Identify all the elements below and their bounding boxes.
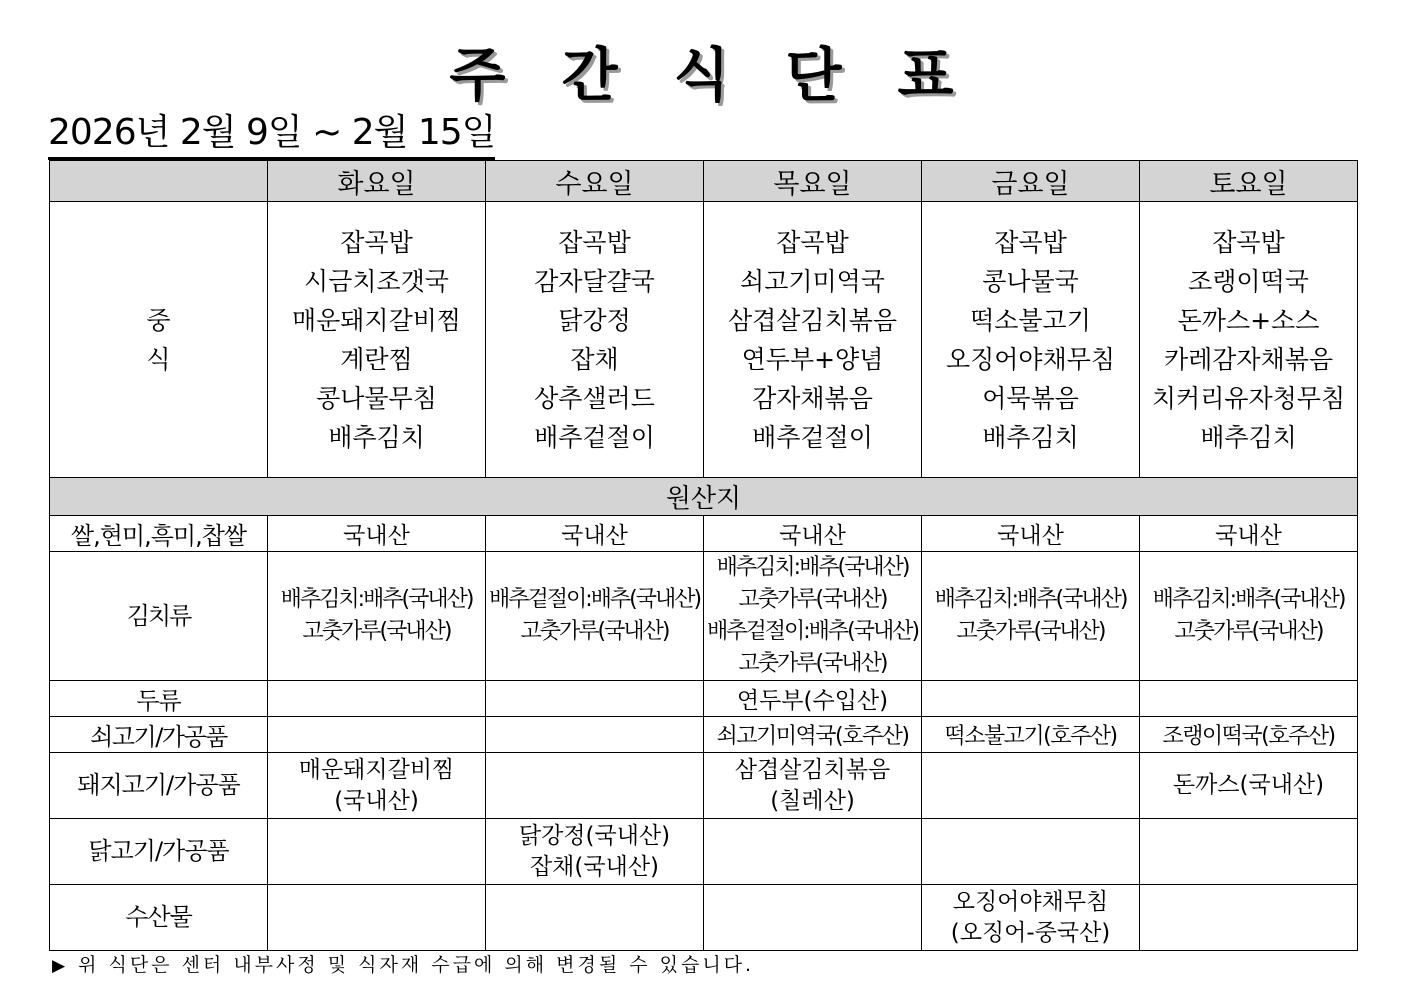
notice: [52, 950, 754, 977]
origin-cell: [922, 717, 1140, 753]
lunch-menu-cell: [704, 202, 922, 478]
menu-item: 조랭이떡국: [1188, 266, 1309, 296]
origin-row-label: 김치류: [50, 552, 268, 681]
origin-cell: [704, 552, 922, 681]
origin-cell: [1140, 717, 1358, 753]
origin-text: 고춧가루(국내산): [520, 619, 669, 644]
lunch-label: 중 식: [50, 202, 268, 478]
origin-row-label: 수산물: [50, 885, 268, 951]
origin-text: 배추김치:배추(국내산): [934, 587, 1127, 612]
origin-text: (국내산): [334, 787, 419, 814]
origin-text: 연두부(수입산): [736, 688, 889, 714]
origin-row-label: 쇠고기/가공품: [50, 717, 268, 753]
origin-text: 고춧가루(국내산): [1174, 619, 1323, 644]
origin-cell: [1140, 552, 1358, 681]
origin-row: [50, 552, 1358, 681]
menu-item: 어묵볶음: [982, 383, 1079, 413]
lunch-menu-cell: [1140, 202, 1358, 478]
menu-item: 계란찜: [340, 344, 413, 374]
origin-cell: [268, 717, 486, 753]
origin-cell: [704, 885, 922, 951]
origin-cell: [486, 681, 704, 717]
menu-item: 배추김치: [1200, 422, 1297, 452]
lunch-row: [50, 202, 1358, 478]
origin-cell: [922, 516, 1140, 552]
menu-item: 감자달걀국: [534, 266, 655, 296]
origin-cell: [922, 753, 1140, 819]
date-range: 2026년 2월 9일 ~ 2월 15일: [48, 104, 495, 160]
origin-cell: [704, 819, 922, 885]
menu-item: 잡곡밥: [1212, 227, 1285, 257]
origin-text: 오징어야채무침: [952, 888, 1109, 915]
origin-cell: [268, 819, 486, 885]
title-char: 간: [561, 41, 618, 109]
lunch-menu-cell: [268, 202, 486, 478]
origin-cell: [922, 552, 1140, 681]
origin-cell: [922, 681, 1140, 717]
origin-text: 고춧가루(국내산): [738, 587, 887, 612]
menu-item: 쇠고기미역국: [740, 266, 885, 296]
origin-text: 쇠고기미역국(호주산): [716, 724, 909, 749]
origin-cell: [486, 717, 704, 753]
menu-item: 잡곡밥: [776, 227, 849, 257]
page-title: [0, 28, 1403, 112]
origin-text: 삼겹살김치볶음: [734, 756, 891, 783]
day-header: 수요일: [486, 161, 704, 202]
origin-text: 고춧가루(국내산): [956, 619, 1105, 644]
menu-item: 오징어야채무침: [945, 344, 1116, 374]
origin-header-row: [50, 478, 1358, 516]
origin-row-label: 두류: [50, 681, 268, 717]
origin-cell: [268, 681, 486, 717]
corner-cell: [50, 161, 268, 202]
menu-item: 배추김치: [982, 422, 1079, 452]
origin-cell: [486, 885, 704, 951]
menu-item: 상추샐러드: [534, 383, 655, 413]
origin-cell: [704, 753, 922, 819]
origin-row: [50, 819, 1358, 885]
origin-text: (오징어-중국산): [950, 919, 1111, 946]
origin-text: 배추김치:배추(국내산): [280, 587, 473, 612]
origin-cell: [922, 819, 1140, 885]
triangle-icon: ▶: [52, 956, 69, 976]
origin-text: 국내산: [997, 523, 1064, 549]
origin-text: 국내산: [343, 523, 410, 549]
origin-text: 조랭이떡국(호주산): [1162, 724, 1335, 749]
menu-item: 매운돼지갈비찜: [291, 305, 462, 335]
origin-text: 배추겉절이:배추(국내산): [488, 587, 701, 612]
menu-item: 배추겉절이: [534, 422, 655, 452]
origin-cell: [704, 681, 922, 717]
origin-cell: [1140, 681, 1358, 717]
origin-text: 배추김치:배추(국내산): [1152, 587, 1345, 612]
origin-row: [50, 516, 1358, 552]
menu-item: 잡곡밥: [558, 227, 631, 257]
origin-cell: [704, 516, 922, 552]
menu-item: 감자채볶음: [752, 383, 873, 413]
day-header-row: [50, 161, 1358, 202]
origin-text: 떡소불고기(호주산): [944, 724, 1117, 749]
day-header: 토요일: [1140, 161, 1358, 202]
origin-cell: [268, 753, 486, 819]
menu-item: 닭강정: [558, 305, 631, 335]
menu-item: 삼겹살김치볶음: [727, 305, 898, 335]
origin-cell: [1140, 753, 1358, 819]
origin-text: 잡채(국내산): [529, 853, 660, 880]
origin-header: 원산지: [50, 478, 1358, 516]
origin-text: 국내산: [779, 523, 846, 549]
title-char: 표: [897, 41, 954, 109]
origin-row: [50, 717, 1358, 753]
origin-text: 고춧가루(국내산): [738, 651, 887, 676]
menu-item: 콩나물무침: [316, 383, 437, 413]
menu-item: 배추겉절이: [752, 422, 873, 452]
origin-cell: [1140, 516, 1358, 552]
notice-text: 위 식단은 센터 내부사정 및 식자재 수급에 의해 변경될 수 있습니다.: [78, 954, 755, 976]
origin-row-label: 쌀,현미,흑미,찹쌀: [50, 516, 268, 552]
menu-item: 연두부+양념: [741, 344, 884, 374]
menu-item: 치커리유자청무침: [1151, 383, 1346, 413]
menu-item: 시금치조갯국: [304, 266, 449, 296]
day-header: 금요일: [922, 161, 1140, 202]
origin-row-label: 닭고기/가공품: [50, 819, 268, 885]
origin-cell: [486, 552, 704, 681]
menu-item: 콩나물국: [982, 266, 1079, 296]
menu-item: 돈까스+소스: [1177, 305, 1320, 335]
origin-cell: [486, 819, 704, 885]
day-header: 목요일: [704, 161, 922, 202]
origin-row-label: 돼지고기/가공품: [50, 753, 268, 819]
origin-text: 돈까스(국내산): [1172, 772, 1325, 798]
menu-item: 카레감자채볶음: [1163, 344, 1334, 374]
menu-item: 잡곡밥: [994, 227, 1067, 257]
menu-item: 잡채: [570, 344, 619, 374]
origin-text: 배추김치:배추(국내산): [716, 555, 909, 580]
origin-cell: [1140, 885, 1358, 951]
origin-cell: [268, 885, 486, 951]
origin-text: 닭강정(국내산): [518, 822, 671, 849]
origin-text: 국내산: [1215, 523, 1282, 549]
origin-row: [50, 681, 1358, 717]
day-header: 화요일: [268, 161, 486, 202]
origin-cell: [486, 753, 704, 819]
origin-text: 매운돼지갈비찜: [298, 756, 455, 783]
menu-table: [49, 160, 1358, 951]
origin-cell: [268, 552, 486, 681]
menu-item: 배추김치: [328, 422, 425, 452]
origin-cell: [1140, 819, 1358, 885]
origin-cell: [268, 516, 486, 552]
origin-text: (칠레산): [770, 787, 855, 814]
origin-row: [50, 753, 1358, 819]
origin-cell: [704, 717, 922, 753]
title-char: 식: [673, 41, 730, 109]
lunch-menu-cell: [922, 202, 1140, 478]
origin-text: 배추겉절이:배추(국내산): [706, 619, 919, 644]
origin-row: [50, 885, 1358, 951]
menu-item: 잡곡밥: [340, 227, 413, 257]
origin-cell: [486, 516, 704, 552]
menu-item: 떡소불고기: [970, 305, 1091, 335]
origin-text: 고춧가루(국내산): [302, 619, 451, 644]
origin-text: 국내산: [561, 523, 628, 549]
title-char: 주: [449, 41, 506, 109]
origin-cell: [922, 885, 1140, 951]
title-char: 단: [785, 41, 842, 109]
lunch-menu-cell: [486, 202, 704, 478]
